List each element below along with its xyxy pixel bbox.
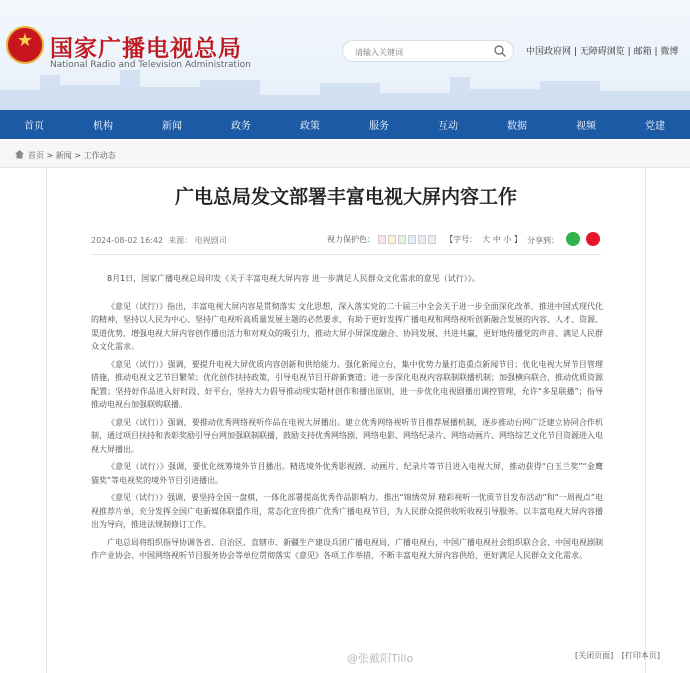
breadcrumb-news[interactable]: 新闻 [55,151,72,160]
article-paragraph: 《意见（试行）》强调，要推动优秀网络视听作品在电视大屏播出。建立优秀网络视听节目推荐展播机制，逐步推动台网广泛建立协同合作机制，通过项目扶持和表彰奖励引导台网加强联制联播，鼓励支持优秀网络剧、网络电影、网络纪录片、网络动画片、网络综艺文化节目资源进入电视大屏播出。 [91,417,603,454]
article-meta [91,235,227,246]
nav-item-policy[interactable]: 政策 [300,121,320,132]
close-page-link[interactable]: [关闭页面] [575,651,614,660]
article-divider [91,254,601,255]
font-size-medium[interactable]: 中 [492,235,501,244]
main-nav [0,110,690,139]
share-label: 分享到： [527,236,559,245]
nav-item-video[interactable]: 视频 [576,121,596,132]
print-page-link[interactable]: [打印本页] [621,651,661,660]
top-links: 中国政府网 | 无障碍浏览 | 邮箱 | 微博 [526,47,679,57]
color-swatch-blue[interactable] [408,235,416,244]
site-name-en: National Radio and Television Administration [50,60,251,70]
color-swatch-green[interactable] [398,235,406,244]
nav-item-news[interactable]: 新闻 [162,121,182,132]
article-paragraph: 《意见（试行）》强调，要坚持全国一盘棋，一体化部署提高优秀作品影响力。推出“锦绣荧屏 精彩视听一优质节目发布活动”和“一周视点”电视推荐片单，充分发挥全国广电新媒体联盟作用，常态化宣传推广优秀广播电视节目，为人民群众提供收听收视引导服务。以丰富电视大屏内容播出为导向，推进法规制修订工作。 [91,493,603,529]
color-swatch-purple[interactable] [418,235,426,244]
search-box[interactable] [342,40,514,62]
article-date: 2024-08-02 16:42 [91,236,164,245]
font-size-small[interactable]: 小 [503,235,512,244]
nav-item-data[interactable]: 数据 [507,121,527,132]
nav-item-institutions[interactable]: 机构 [93,121,113,132]
article-paragraph: 《意见（试行）》强调，要优化统筹境外节目播出。精选境外优秀影视剧、动画片、纪录片等节目进入电视大屏，推动获得“白玉兰奖”“金鹰猫奖”等电视奖的境外节目引进播出。 [91,462,603,485]
footer-links [569,650,660,661]
font-size-large[interactable]: 大 [482,235,491,244]
reading-tools: 视力保护色： 【字号： 大 中 小 】 [327,235,522,244]
accessibility-link[interactable]: 无障碍浏览 [579,47,625,57]
search-input[interactable] [353,44,487,60]
color-swatch-gray[interactable] [428,235,436,244]
breadcrumb: 首页 > 新闻 > 工作动态 [0,141,690,168]
article-source: 来源： 电视剧司 [168,236,227,245]
color-swatch-pink[interactable] [378,235,386,244]
wechat-share-icon[interactable] [566,232,580,246]
article-paragraph: 8月1日，国家广播电视总局印发《关于丰富电视大屏内容 进一步满足人民群众文化需求的意见（试行）》。 [107,274,480,283]
nav-item-interaction[interactable]: 互动 [438,121,458,132]
site-name-cn[interactable]: 国家广播电视总局 [50,36,242,62]
nav-item-home[interactable]: 首页 [24,121,44,132]
breadcrumb-home[interactable]: 首页 [28,151,44,160]
weibo-link[interactable]: 微博 [660,47,679,57]
site-header [0,0,690,110]
nav-item-party[interactable]: 党建 [645,121,665,132]
weibo-share-icon[interactable] [586,232,600,246]
article-paragraph: 《意见（试行）》指出，丰富电视大屏内容是贯彻落实 文化思想，深入落实党的二十届三中全会关于进一步全面深化改革、推进中国式现代化的精神，坚持以人民为中心、坚持广电视听高质量发展主题的必然要求，有助于更好发挥广播电视和网络视听创新融合发展的内容、人才、资源、渠道优势，增强电视大屏内容创作播出活力和对观众的吸引力，推动大屏小屏深度融合、协同发展、共进共赢，更好地传播党的声音、满足人民群众文化需求。 [91,301,603,351]
article-paragraph: 《意见（试行）》强调，要提升电视大屏优质内容创新和供给能力。强化新闻立台，集中优势力量打造重点新闻节目；优化电视大屏节目管理措施，推动电视文艺节目繁荣；优化创作扶持政策，引导电视节目开辟新赛道；进一步深化电视内容联制联播机制；加强横向联合，推动优质资源配置；坚持好作品进入好时段、好平台，坚持大力倡导推动现实题材创作和播出原则，进一步优化电视剧播出调控管理，允许“多星联播”；指导推动电视台加强联购联播。 [91,359,603,409]
search-icon[interactable] [493,44,507,58]
national-emblem-icon[interactable] [6,26,44,64]
eye-protect-label: 视力保护色： [327,235,375,244]
mailbox-link[interactable]: 邮箱 [633,47,652,57]
nav-item-affairs[interactable]: 政务 [231,121,251,132]
font-size-label: 【字号： [445,235,478,244]
nav-item-services[interactable]: 服务 [369,121,389,132]
article-paragraph: 广电总局将组织指导协调各省、自治区、直辖市、新疆生产建设兵团广播电视局、广播电视台，中国广播电视社会组织联合会、中国电视剧制作产业协会、中国网络视听节目服务协会等单位贯彻落实《意见》各项工作举措，不断丰富电视大屏内容供给，更好满足人民群众文化需求。 [91,537,603,560]
breadcrumb-current[interactable]: 工作动态 [83,151,116,160]
article-body [91,272,603,567]
color-swatch-yellow[interactable] [388,235,396,244]
home-icon [14,149,25,159]
gov-portal-link[interactable]: 中国政府网 [526,47,572,57]
article-title: 广电总局发文部署丰富电视大屏内容工作 [174,186,517,208]
weibo-watermark: @张戴阳Tillo [347,652,414,665]
article-container [46,168,661,673]
